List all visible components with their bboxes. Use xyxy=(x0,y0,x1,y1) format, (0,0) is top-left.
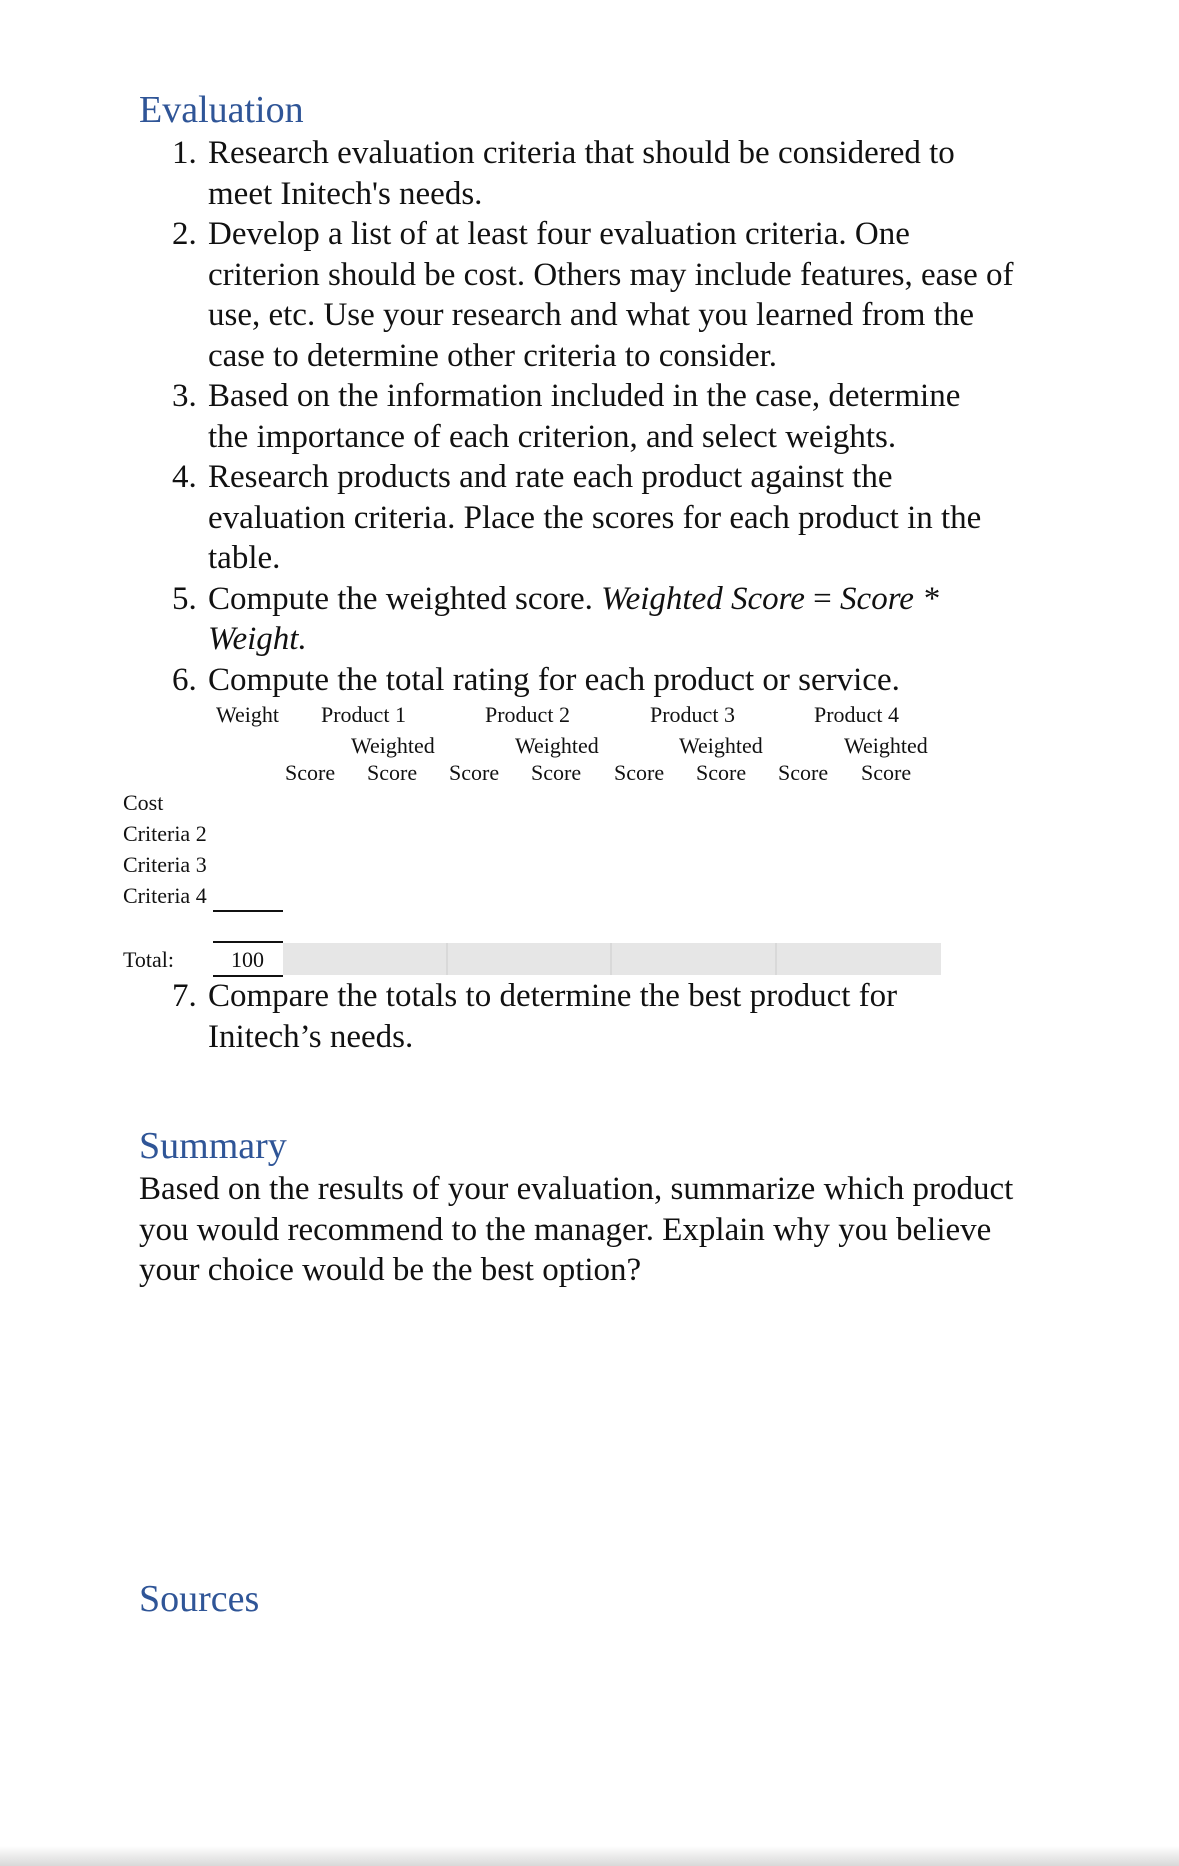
weight-column-rule-top xyxy=(213,910,283,912)
row-label-criteria-3: Criteria 3 xyxy=(123,852,207,877)
weighted-score-label-p4: Score xyxy=(861,760,912,785)
step-1: 1. Research evaluation criteria that should be considered to meet Initech's needs. xyxy=(172,135,955,212)
product-4-header: Product 4 xyxy=(814,702,899,727)
weighted-label-1: Weighted xyxy=(351,733,435,758)
weight-header: Weight xyxy=(216,702,279,727)
score-label-p3: Score xyxy=(614,760,665,785)
evaluation-heading: Evaluation xyxy=(139,89,304,131)
weighted-label-2: Weighted xyxy=(515,733,599,758)
weighted-label-4: Weighted xyxy=(844,733,928,758)
page-bottom-shadow xyxy=(0,1846,1179,1866)
weighted-label-3: Weighted xyxy=(679,733,763,758)
row-label-cost: Cost xyxy=(123,790,164,815)
total-cell[interactable] xyxy=(612,943,775,975)
step-6: 6. Compute the total rating for each product or service. xyxy=(172,661,900,698)
total-row-cells xyxy=(283,943,941,975)
step-5-text: Compute the weighted score. xyxy=(208,580,593,617)
row-label-criteria-2: Criteria 2 xyxy=(123,821,207,846)
total-cell[interactable] xyxy=(448,943,610,975)
product-2-header: Product 2 xyxy=(485,702,570,727)
row-label-criteria-4: Criteria 4 xyxy=(123,883,207,908)
score-label-p4: Score xyxy=(778,760,829,785)
formula-score: Score * xyxy=(840,580,939,617)
formula-equals: = xyxy=(813,580,832,617)
total-cell[interactable] xyxy=(777,943,941,975)
sources-heading: Sources xyxy=(139,1578,260,1620)
product-1-header: Product 1 xyxy=(321,702,406,727)
product-3-header: Product 3 xyxy=(650,702,735,727)
evaluation-steps xyxy=(172,133,1052,700)
weighted-score-label-p2: Score xyxy=(531,760,582,785)
formula-weighted-score: Weighted Score xyxy=(601,580,805,617)
step-3: 3. Based on the information included in the case, determine the importance of each criterion, and select weights. xyxy=(172,378,961,455)
score-label-p1: Score xyxy=(285,760,336,785)
formula-weight: Weight. xyxy=(208,621,307,657)
step-2: 2. Develop a list of at least four evaluation criteria. One criterion should be cost. Others may include features, ease of use, etc. Use your research and what you learned from the case to determine other criteria to consider. xyxy=(172,216,1014,374)
total-weight-value: 100 xyxy=(231,947,264,972)
weight-column-rule-upper xyxy=(213,941,283,943)
summary-text: Based on the results of your evaluation, summarize which product you would recommend to the manager. Explain why you believe your choice would be the best option? xyxy=(139,1171,1014,1288)
weighted-score-label-p1: Score xyxy=(367,760,418,785)
step-4: 4. Research products and rate each product against the evaluation criteria. Place the scores for each product in the table. xyxy=(172,459,982,576)
total-cell[interactable] xyxy=(283,943,446,975)
step-5: 5. Compute the weighted score. Weighted Score = Score * Weight. xyxy=(172,580,939,657)
weighted-score-label-p3: Score xyxy=(696,760,747,785)
score-label-p2: Score xyxy=(449,760,500,785)
summary-heading: Summary xyxy=(139,1125,287,1167)
step-7: 7. Compare the totals to determine the best product for Initech’s needs. xyxy=(172,978,898,1055)
total-label: Total: xyxy=(123,947,175,972)
